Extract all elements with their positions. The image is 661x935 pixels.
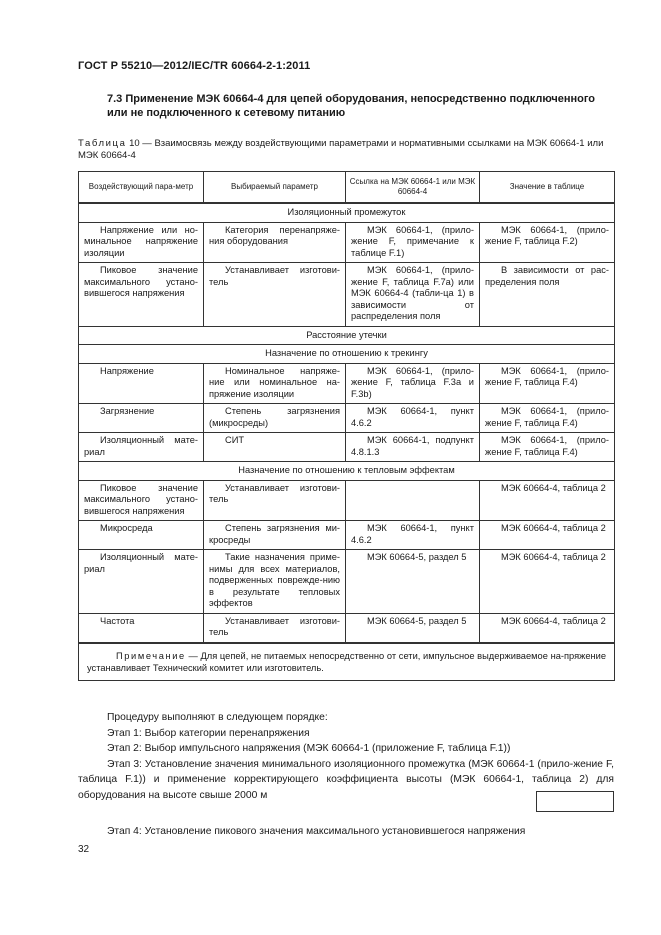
caption-prefix: Таблица — [78, 138, 127, 149]
table-cell: Степень загрязнения ми-кросреды — [204, 521, 346, 550]
table-cell: МЭК 60664-1, (прило-жение F, таблица F.7a) или МЭК 60664-4 (табли-ца 1) в зависимости от распределения поля — [346, 263, 480, 327]
table-section-row — [79, 462, 615, 481]
table-cell: Частота — [79, 613, 204, 643]
table-cell: Пиковое значение максимального устано-вившегося напряжения — [79, 263, 204, 327]
table-cell: МЭК 60664-4, таблица 2 — [480, 480, 615, 521]
table-cell: Напряжение или но-минальное напряжение изоляции — [79, 222, 204, 263]
paragraph: Процедуру выполняют в следующем порядке: — [107, 712, 328, 723]
paragraph: Этап 2: Выбор импульсного напряжения (МЭК 60664-1 (приложение F, таблица F.1)) — [107, 743, 511, 754]
document-header: ГОСТ Р 55210—2012/IEC/TR 60664-2-1:2011 — [78, 60, 311, 72]
table-cell: Категория перенапряже-ния оборудования — [204, 222, 346, 263]
paragraph: Этап 4: Установление пикового значения максимального установившегося напряжения — [107, 826, 526, 837]
paragraph: Этап 3: Установление значения минимального изоляционного промежутка (МЭК 60664-1 (прило-жение F, таблица F.1)) и применение корректирующего коэффициента высоты (МЭК 60664-1, таблица 2) для оборудования на высоте свыше 2000 м — [78, 758, 614, 801]
header-cell: Выбираемый параметр — [204, 172, 346, 204]
table-cell: МЭК 60664-5, раздел 5 — [346, 613, 480, 643]
section-title: 7.3 Применение МЭК 60664-4 для цепей оборудования, непосредственно подключенного или не подключенного к сетевому питанию — [107, 93, 595, 119]
table-section-row — [79, 345, 615, 364]
note-label: Примечание — [116, 650, 186, 661]
table-row — [79, 550, 615, 614]
header-cell: Значение в таблице — [480, 172, 615, 204]
table-cell: МЭК 60664-1, (прило-жение F, таблица F.3a и F.3b) — [346, 363, 480, 404]
table-cell: МЭК 60664-1, пункт 4.6.2 — [346, 404, 480, 433]
table-cell: Степень загрязнения (микросреды) — [204, 404, 346, 433]
table-cell: СИТ — [204, 433, 346, 462]
table-cell: Номинальное напряже-ние или номинальное на-пряжение изоляции — [204, 363, 346, 404]
table-cell: МЭК 60664-1, (прило-жение F, примечание к таблице F.1) — [346, 222, 480, 263]
table-cell: Устанавливает изготови-тель — [204, 613, 346, 643]
page-number: 32 — [78, 844, 90, 855]
table-row — [79, 222, 615, 263]
table-cell: МЭК 60664-1, (прило-жение F, таблица F.4) — [480, 433, 615, 462]
table-header-row — [79, 172, 615, 204]
parameters-table — [78, 171, 615, 681]
table-cell: Изоляционный мате-риал — [79, 433, 204, 462]
table-row — [79, 404, 615, 433]
caption-text: 10 — Взаимосвязь между воздействующими параметрами и нормативными ссылками на МЭК 60664-1 или МЭК 60664-4 — [78, 138, 604, 161]
table-section-row — [79, 203, 615, 222]
table-row — [79, 521, 615, 550]
table-cell: МЭК 60664-4, таблица 2 — [480, 613, 615, 643]
header-cell: Воздействующий пара-метр — [79, 172, 204, 204]
table-row — [79, 263, 615, 327]
section-label: Расстояние утечки — [79, 326, 615, 345]
table-cell: МЭК 60664-1, (прило-жение F, таблица F.4) — [480, 363, 615, 404]
procedure-step-4 — [78, 824, 614, 840]
table-cell: Устанавливает изготови-тель — [204, 263, 346, 327]
empty-box — [536, 791, 614, 812]
note-text: — Для цепей, не питаемых непосредственно от сети, импульсное выдерживаемое на-пряжение устанавливает Технический комитет или изготовитель. — [87, 650, 606, 673]
table-cell — [346, 480, 480, 521]
table-row — [79, 613, 615, 643]
table-cell: Загрязнение — [79, 404, 204, 433]
table-cell: Пиковое значение максимального устано-вившегося напряжения — [79, 480, 204, 521]
table-cell: МЭК 60664-1, подпункт 4.8.1.3 — [346, 433, 480, 462]
table-cell: В зависимости от рас-пределения поля — [480, 263, 615, 327]
table-cell: МЭК 60664-4, таблица 2 — [480, 550, 615, 614]
table-note-row — [79, 643, 615, 681]
table-cell: Микросреда — [79, 521, 204, 550]
table-cell: Такие назначения приме-нимы для всех материалов, подверженных поврежде-нию в результате тепловых эффектов — [204, 550, 346, 614]
procedure-text — [78, 710, 614, 803]
section-label: Назначение по отношению к трекингу — [79, 345, 615, 364]
table-caption — [78, 138, 618, 162]
table-cell: Устанавливает изготови-тель — [204, 480, 346, 521]
table-cell: МЭК 60664-1, (прило-жение F, таблица F.4) — [480, 404, 615, 433]
table-cell: МЭК 60664-1, (прило-жение F, таблица F.2) — [480, 222, 615, 263]
table-row — [79, 480, 615, 521]
table-cell: Изоляционный мате-риал — [79, 550, 204, 614]
paragraph: Этап 1: Выбор категории перенапряжения — [107, 727, 310, 739]
section-label: Изоляционный промежуток — [79, 203, 615, 222]
table-row — [79, 363, 615, 404]
table-note — [79, 643, 615, 681]
table-row — [79, 433, 615, 462]
table-cell: Напряжение — [79, 363, 204, 404]
table-cell: МЭК 60664-4, таблица 2 — [480, 521, 615, 550]
header-cell: Ссылка на МЭК 60664-1 или МЭК 60664-4 — [346, 172, 480, 204]
table-cell: МЭК 60664-1, пункт 4.6.2 — [346, 521, 480, 550]
table-section-row — [79, 326, 615, 345]
table-cell: МЭК 60664-5, раздел 5 — [346, 550, 480, 614]
section-label: Назначение по отношению к тепловым эффектам — [79, 462, 615, 481]
